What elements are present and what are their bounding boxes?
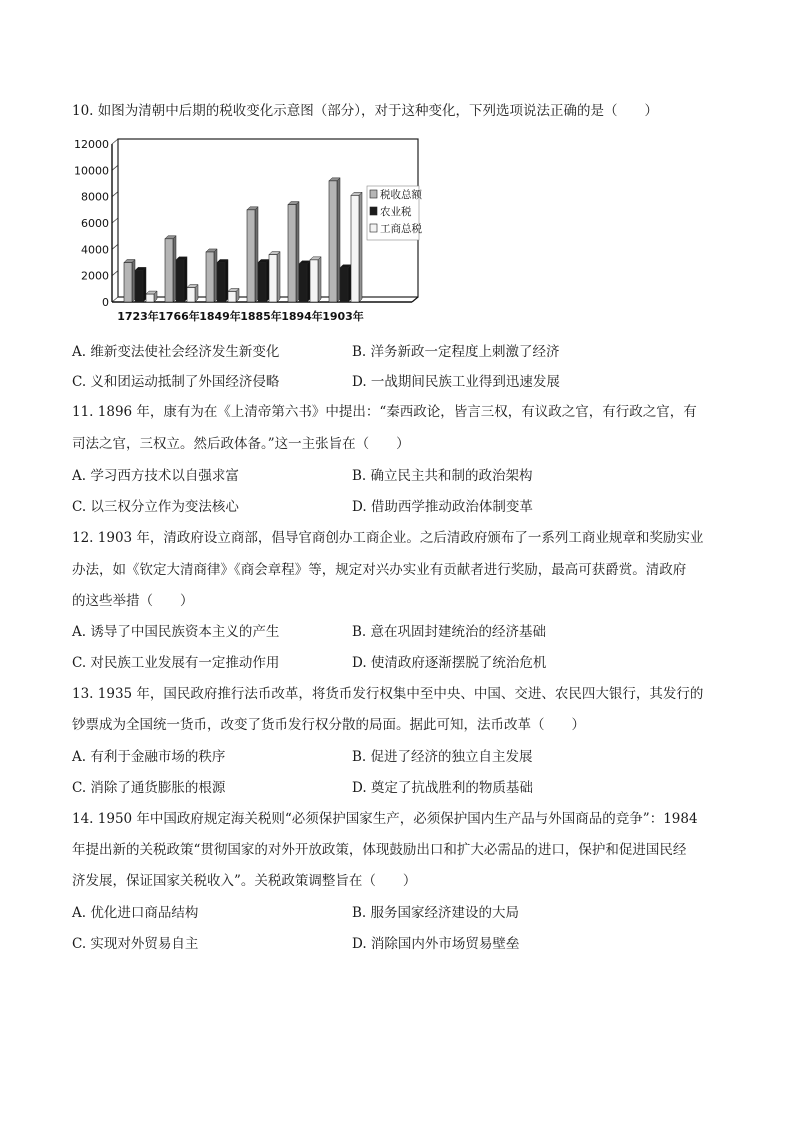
- q13-option-d[interactable]: D. 奠定了抗战胜利的物质基础: [352, 780, 533, 796]
- gridline-diagonal: [112, 244, 118, 249]
- legend-label: 农业税: [380, 206, 412, 218]
- bar: [135, 267, 146, 302]
- bar-side: [266, 260, 269, 303]
- bar: [310, 257, 321, 302]
- q10-option-c[interactable]: C. 义和团运动抵制了外国经济侵略: [72, 374, 280, 390]
- bar-side: [318, 257, 321, 302]
- bar-front: [176, 260, 184, 302]
- q12-stem-line-1: 12. 1903 年，清政府设立商部，倡导官商创办工商企业。之后清政府颁布了一系列工商业规章和奖励实业: [72, 530, 704, 546]
- bar: [124, 260, 135, 303]
- q14-stem-line-1: 14. 1950 年中国政府规定海关税则“必须保护国家生产，必须保护国内生产品与外国商品的竞争”：1984: [72, 811, 698, 827]
- x-tick-label: 1723年: [117, 310, 159, 323]
- bar-front: [299, 264, 307, 302]
- bar-side: [173, 236, 176, 302]
- bar-side: [359, 192, 362, 302]
- q11-stem-line-2: 司法之官，三权立。然后政体备。”这一主张旨在（ ）: [72, 436, 410, 452]
- bar: [165, 236, 176, 302]
- bar: [228, 288, 239, 302]
- q12-stem-line-2: 办法，如《钦定大清商律》《商会章程》等，规定对兴办实业有贡献者进行奖励，最高可获爵赏。清政府: [72, 562, 687, 578]
- y-tick-label: 2000: [81, 269, 109, 283]
- q10-option-a[interactable]: A. 维新变法使社会经济发生新变化: [72, 344, 280, 360]
- q13-option-c[interactable]: C. 消除了通货膨胀的根源: [72, 780, 226, 796]
- q12-option-b[interactable]: B. 意在巩固封建统治的经济基础: [352, 624, 547, 640]
- bar-front: [258, 263, 266, 303]
- bar: [351, 192, 362, 302]
- x-tick-label: 1766年: [158, 310, 200, 323]
- x-tick-label: 1894年: [281, 310, 323, 323]
- bar-side: [348, 265, 351, 302]
- bar-front: [340, 268, 348, 302]
- q13-option-a[interactable]: A. 有利于金融市场的秩序: [72, 749, 226, 765]
- bar-side: [225, 260, 228, 303]
- x-tick-label: 1903年: [322, 310, 364, 323]
- bar-side: [337, 178, 340, 302]
- bar: [299, 261, 310, 302]
- q11-option-c[interactable]: C. 以三权分立作为变法核心: [72, 499, 239, 515]
- bar-side: [143, 267, 146, 302]
- q14-option-a[interactable]: A. 优化进口商品结构: [72, 905, 199, 921]
- q13-stem-line-2: 钞票成为全国统一货币，改变了货币发行权分散的局面。据此可知，法币改革（ ）: [72, 717, 585, 733]
- bar: [217, 260, 228, 303]
- q12-option-d[interactable]: D. 使清政府逐渐摆脱了统治危机: [352, 655, 547, 671]
- legend-swatch: [370, 207, 377, 215]
- gridline-diagonal: [112, 271, 118, 276]
- tax-change-chart: [66, 134, 424, 326]
- bar-front: [217, 263, 225, 303]
- bar-side: [296, 202, 299, 302]
- bar-front: [187, 288, 195, 302]
- gridline-diagonal: [112, 218, 118, 223]
- bar-front: [288, 205, 296, 302]
- q13-stem-line-1: 13. 1935 年，国民政府推行法币改革，将货币发行权集中至中央、中国、交进、农民四大银行，其发行的: [72, 686, 704, 702]
- q11-option-b[interactable]: B. 确立民主共和制的政治架构: [352, 468, 533, 484]
- bar: [176, 257, 187, 302]
- legend-label: 税收总额: [380, 189, 422, 201]
- q10-option-d[interactable]: D. 一战期间民族工业得到迅速发展: [352, 374, 560, 390]
- bar-side: [277, 252, 280, 302]
- gridline-diagonal: [112, 139, 118, 144]
- q12-stem-line-3: 的这些举措（ ）: [72, 593, 194, 609]
- bar-side: [307, 261, 310, 302]
- bar-side: [255, 207, 258, 302]
- bar: [288, 202, 299, 302]
- bar: [258, 260, 269, 303]
- bar: [187, 285, 198, 302]
- bar: [329, 178, 340, 302]
- chart-x-tick-labels: [117, 309, 364, 323]
- q11-option-d[interactable]: D. 借助西学推动政治体制变革: [352, 499, 533, 515]
- bar-front: [228, 291, 236, 302]
- gridline-diagonal: [112, 192, 118, 197]
- bar-front: [146, 294, 154, 302]
- gridline-diagonal: [112, 165, 118, 170]
- bar: [206, 249, 217, 302]
- y-tick-label: 12000: [74, 138, 109, 151]
- legend-swatch: [370, 224, 377, 232]
- y-tick-label: 10000: [74, 164, 109, 178]
- q14-option-c[interactable]: C. 实现对外贸易自主: [72, 936, 199, 952]
- bar-side: [184, 257, 187, 302]
- chart-y-tick-labels: [74, 138, 109, 309]
- q12-option-c[interactable]: C. 对民族工业发展有一定推动作用: [72, 655, 280, 671]
- x-tick-label: 1885年: [240, 310, 282, 323]
- bar-front: [124, 263, 132, 303]
- chart-legend: [367, 186, 422, 240]
- y-tick-label: 4000: [81, 243, 109, 257]
- q10-option-b[interactable]: B. 洋务新政一定程度上刺激了经济: [352, 344, 560, 360]
- q13-option-b[interactable]: B. 促进了经济的独立自主发展: [352, 749, 533, 765]
- legend-swatch: [370, 190, 377, 198]
- q14-stem-line-3: 济发展，保证国家关税收入”。关税政策调整旨在（ ）: [72, 873, 417, 889]
- legend-label: 工商总税: [380, 223, 422, 235]
- gridline-diagonal: [112, 297, 118, 302]
- y-tick-label: 0: [102, 296, 109, 309]
- y-tick-label: 6000: [81, 217, 109, 230]
- bar-front: [351, 195, 359, 302]
- bar-front: [165, 239, 173, 302]
- y-tick-label: 8000: [81, 190, 109, 204]
- bar-front: [329, 181, 337, 302]
- bar: [146, 291, 157, 302]
- bar-side: [132, 260, 135, 303]
- q11-stem-line-1: 11. 1896 年，康有为在《上清帝第六书》中提出：“秦西政论，皆言三权，有议政之官，有行政之官，有: [72, 404, 697, 420]
- bar: [340, 265, 351, 302]
- bar-front: [135, 270, 143, 302]
- floor-edge: [412, 297, 418, 302]
- bar: [269, 252, 280, 302]
- q14-stem-line-2: 年提出新的关税政策“贯彻国家的对外开放政策，体现鼓励出口和扩大必需品的进口，保护和促进国民经: [72, 842, 687, 858]
- q14-option-d[interactable]: D. 消除国内外市场贸易壁垒: [352, 936, 520, 952]
- q10-stem: 10. 如图为清朝中后期的税收变化示意图（部分），对于这种变化，下列选项说法正确的是（ ）: [72, 103, 659, 119]
- q11-option-a[interactable]: A. 学习西方技术以自强求富: [72, 468, 239, 484]
- bar-side: [214, 249, 217, 302]
- x-tick-label: 1849年: [199, 310, 241, 323]
- bar-front: [269, 255, 277, 302]
- bar: [247, 207, 258, 302]
- q14-option-b[interactable]: B. 服务国家经济建设的大局: [352, 905, 520, 921]
- bar-front: [206, 252, 214, 302]
- q12-option-a[interactable]: A. 诱导了中国民族资本主义的产生: [72, 624, 280, 640]
- bar-front: [247, 210, 255, 302]
- bar-front: [310, 260, 318, 302]
